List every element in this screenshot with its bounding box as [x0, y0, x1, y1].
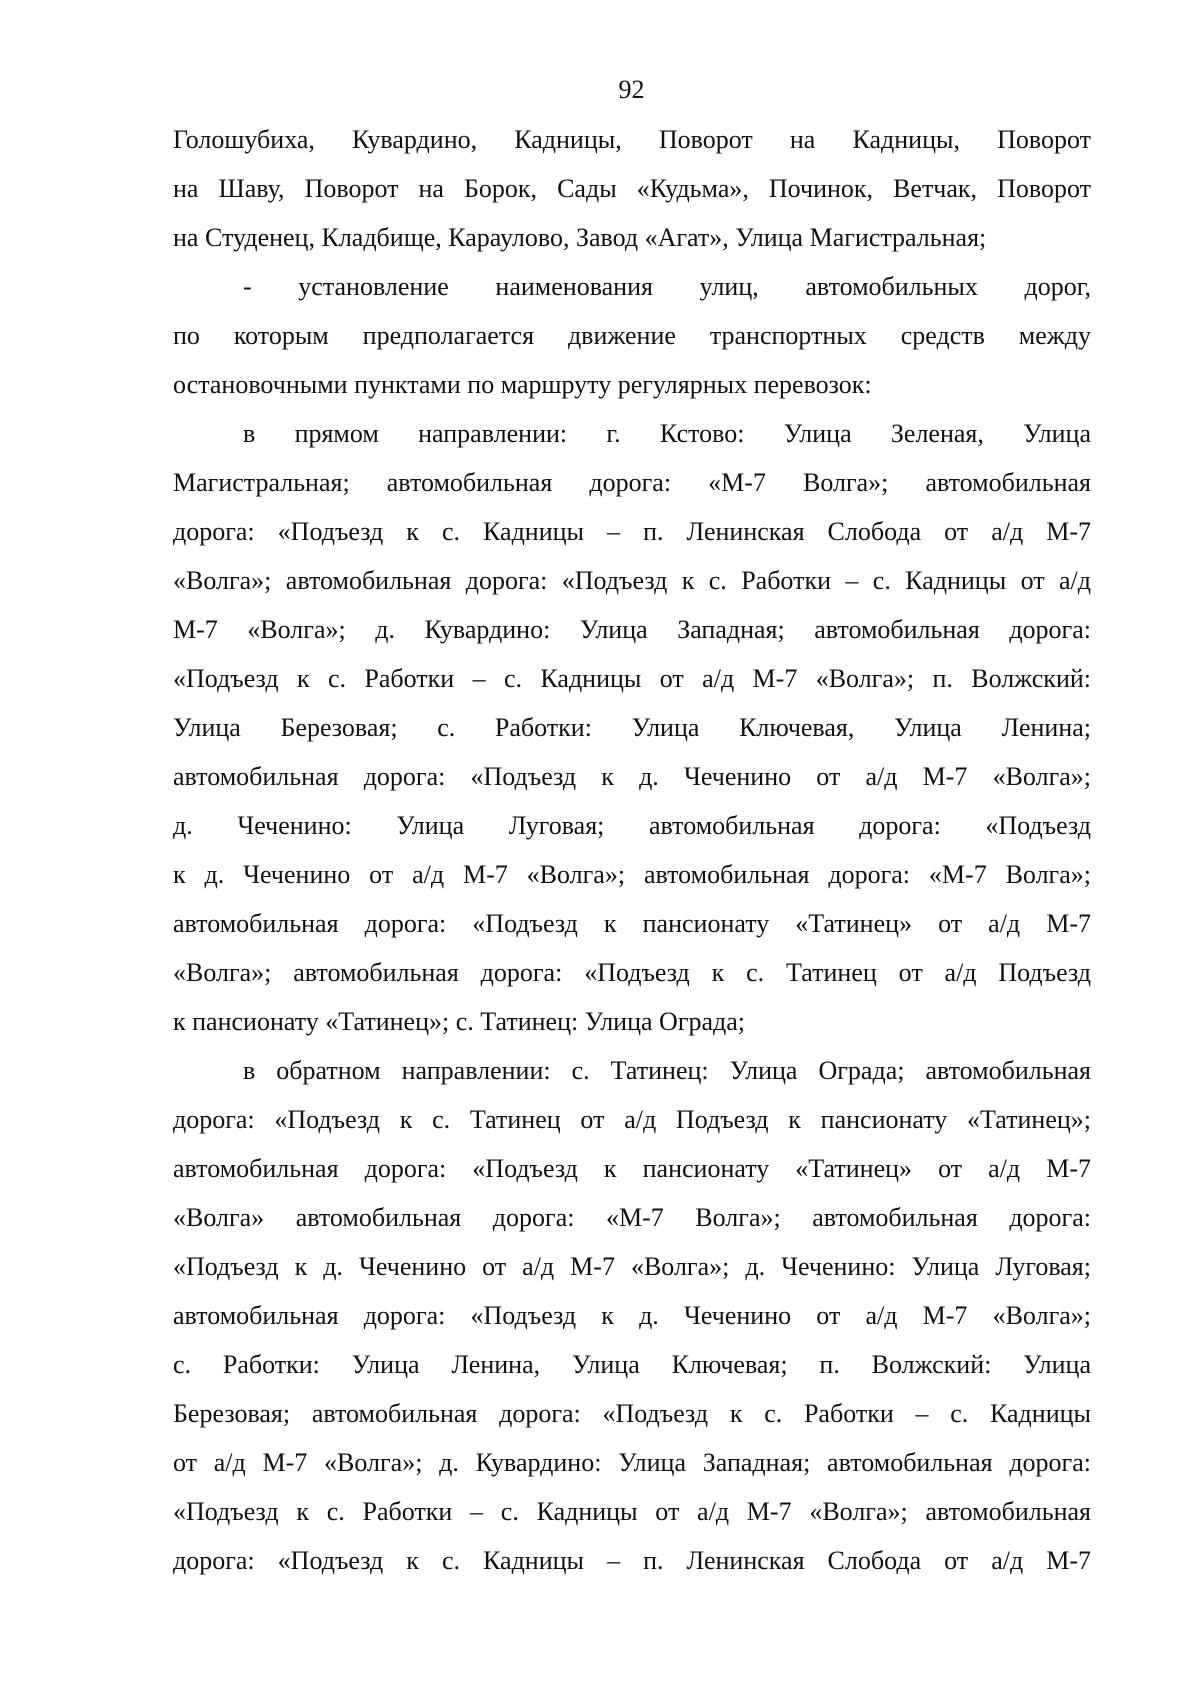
- text-line: дорога: «Подъезд к с. Кадницы – п. Ленинская Слобода от а/д М-7: [173, 1546, 1091, 1575]
- text-line: «Волга» автомобильная дорога: «М-7 Волга»; автомобильная дорога:: [173, 1203, 1091, 1232]
- text-line: «Подъезд к с. Работки – с. Кадницы от а/д М-7 «Волга»; автомобильная: [173, 1497, 1091, 1526]
- text-line: по которым предполагается движение транспортных средств между: [173, 321, 1091, 350]
- text-line: к д. Чеченино от а/д М-7 «Волга»; автомобильная дорога: «М-7 Волга»;: [173, 860, 1091, 889]
- text-line: «Подъезд к д. Чеченино от а/д М-7 «Волга»; д. Чеченино: Улица Луговая;: [173, 1252, 1091, 1281]
- text-line: Магистральная; автомобильная дорога: «М-7 Волга»; автомобильная: [173, 468, 1091, 497]
- paragraph-forward-direction: [173, 409, 1091, 1046]
- text-line: в обратном направлении: с. Татинец: Улица Ограда; автомобильная: [243, 1056, 1091, 1085]
- text-line: М-7 «Волга»; д. Кувардино: Улица Западная; автомобильная дорога:: [173, 615, 1091, 644]
- text-line: автомобильная дорога: «Подъезд к пансионату «Татинец» от а/д М-7: [173, 909, 1091, 938]
- text-line: остановочными пунктами по маршруту регулярных перевозок:: [173, 370, 872, 399]
- paragraph-street-names: [173, 262, 1091, 409]
- text-line: «Подъезд к с. Работки – с. Кадницы от а/д М-7 «Волга»; п. Волжский:: [173, 664, 1091, 693]
- text-line: Березовая; автомобильная дорога: «Подъезд к с. Работки – с. Кадницы: [173, 1399, 1091, 1428]
- text-line: с. Работки: Улица Ленина, Улица Ключевая; п. Волжский: Улица: [173, 1350, 1091, 1379]
- text-line: дорога: «Подъезд к с. Татинец от а/д Подъезд к пансионату «Татинец»;: [173, 1105, 1091, 1134]
- text-line: «Волга»; автомобильная дорога: «Подъезд к с. Татинец от а/д Подъезд: [173, 958, 1091, 987]
- text-line: к пансионату «Татинец»; с. Татинец: Улица Ограда;: [173, 1007, 746, 1036]
- text-line: «Волга»; автомобильная дорога: «Подъезд к с. Работки – с. Кадницы от а/д: [173, 566, 1091, 595]
- text-line: Улица Березовая; с. Работки: Улица Ключевая, Улица Ленина;: [173, 713, 1091, 742]
- text-line: Голошубиха, Кувардино, Кадницы, Поворот на Кадницы, Поворот: [173, 125, 1091, 154]
- page-number: 92: [618, 75, 645, 104]
- text-line: - установление наименования улиц, автомобильных дорог,: [243, 272, 1091, 301]
- text-line: дорога: «Подъезд к с. Кадницы – п. Ленинская Слобода от а/д М-7: [173, 517, 1091, 546]
- text-line: автомобильная дорога: «Подъезд к д. Чеченино от а/д М-7 «Волга»;: [173, 1301, 1091, 1330]
- text-line: от а/д М-7 «Волга»; д. Кувардино: Улица Западная; автомобильная дорога:: [173, 1448, 1091, 1477]
- text-line: автомобильная дорога: «Подъезд к пансионату «Татинец» от а/д М-7: [173, 1154, 1091, 1183]
- document-body: [173, 115, 1091, 1585]
- text-line: д. Чеченино: Улица Луговая; автомобильная дорога: «Подъезд: [173, 811, 1091, 840]
- paragraph-reverse-direction: [173, 1046, 1091, 1585]
- paragraph-stops-continued: [173, 115, 1091, 262]
- text-line: на Студенец, Кладбище, Караулово, Завод «Агат», Улица Магистральная;: [173, 223, 987, 252]
- text-line: автомобильная дорога: «Подъезд к д. Чеченино от а/д М-7 «Волга»;: [173, 762, 1091, 791]
- text-line: на Шаву, Поворот на Борок, Сады «Кудьма», Починок, Ветчак, Поворот: [173, 174, 1091, 203]
- text-line: в прямом направлении: г. Кстово: Улица Зеленая, Улица: [243, 419, 1091, 448]
